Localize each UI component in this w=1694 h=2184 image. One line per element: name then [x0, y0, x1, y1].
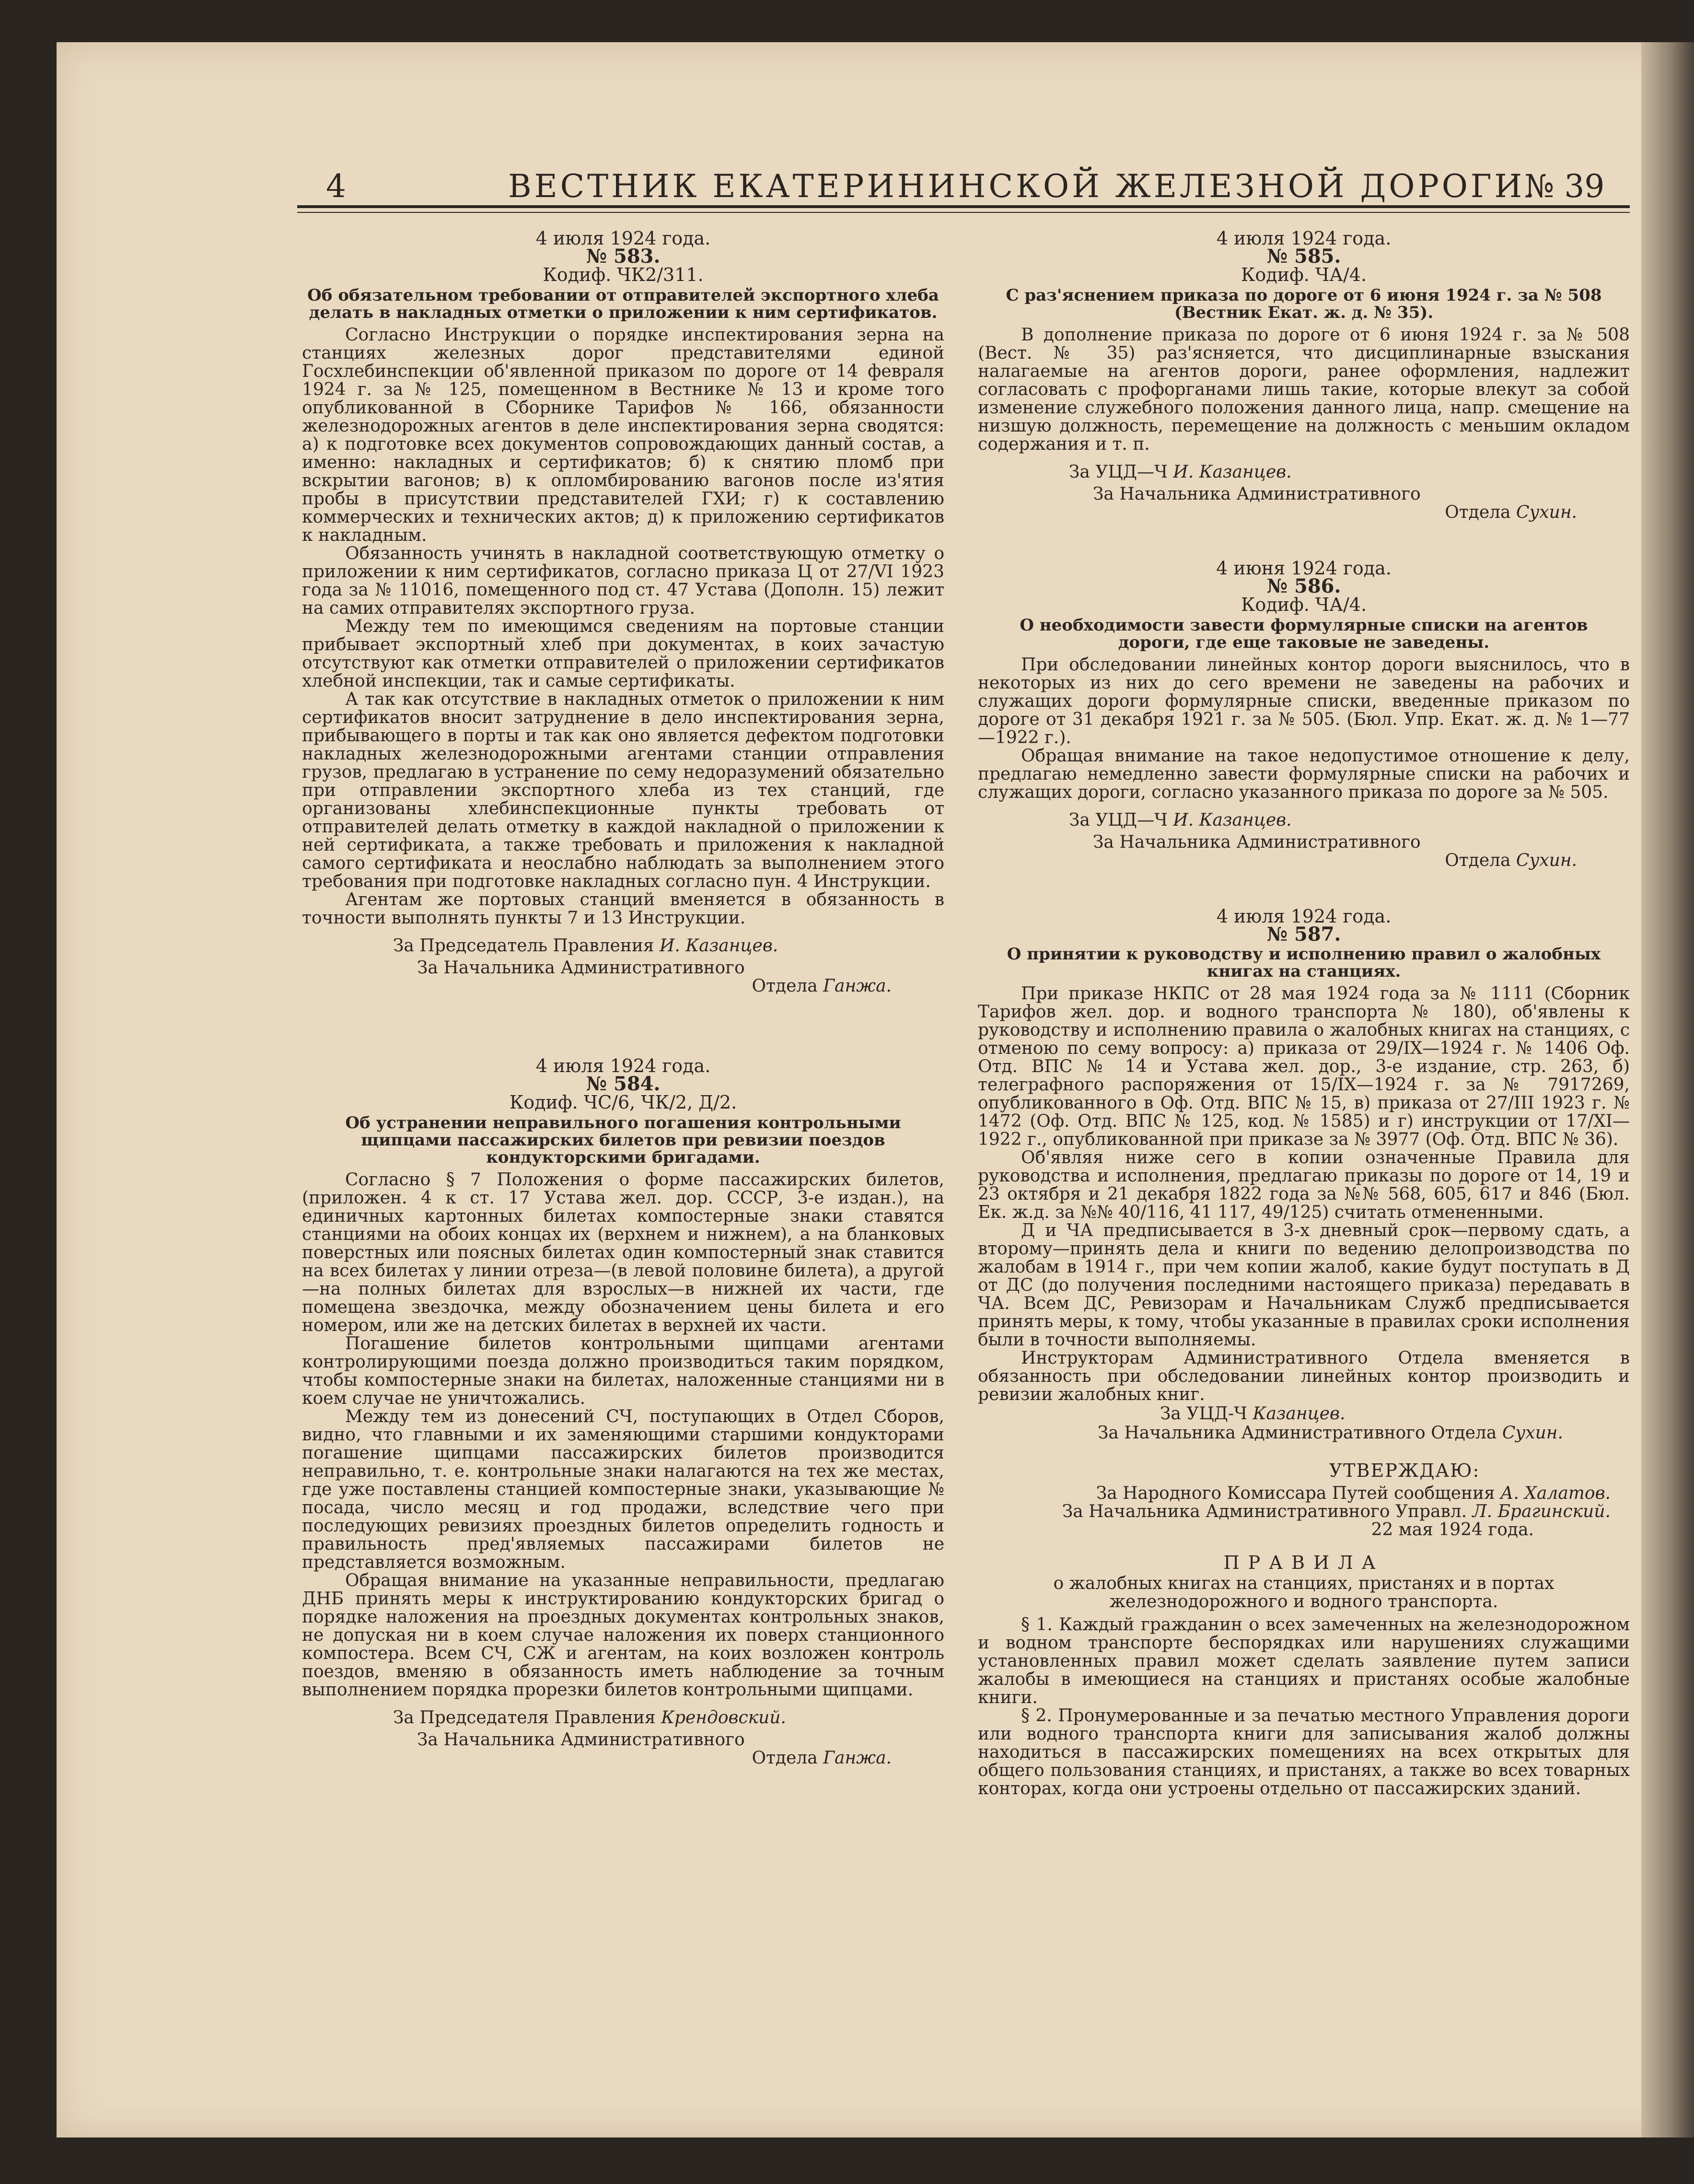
left-column: [302, 225, 944, 1767]
order-583: [302, 229, 944, 995]
order-heading: О необходимости завести формулярные списки на агентов дороги, где еще таковые не заведены.: [1020, 616, 1588, 652]
approval-line: За Начальника Административного Управл. Л. Брагинский.: [1062, 1502, 1611, 1521]
paragraph: В дополнение приказа по дороге от 6 июня 1924 г. за № 508 (Вест. № 35) раз'ясняется, что дисциплинарные взыскания налагаемые на агентов дороги, ранее оформления, надлежит согласовать с профорганами лишь такие, которые влекут за собой изменение служебного положения данного лица, напр. смещение на низшую должность, перемещение на должность с меньшим окладом содержания и т. п.: [978, 325, 1630, 454]
paragraph: При приказе НКПС от 28 мая 1924 года за № 1111 (Сборник Тарифов жел. дор. и водного транспорта № 180), об'явлены к руководству и исполнению правила о жалобных книгах на станциях, с отменою по сему вопросу: а) приказа от 29/IX—1924 г. № 1406 Оф. Отд. ВПС № 14 и Устава жел. дор., 3-е издание, стр. 263, б) телеграфного распоряжения от 15/IX—1924 г. за № 7917269, опубликованного в Оф. Отд. ВПС № 15, в) приказа от 27/III 1923 г. № 1472 (Оф. Отд. ВПС № 125, код. № 1585) и г) инструкции от 17/XI—1922 г., опубликованной при приказе за № 3977 (Оф. Отд. ВПС № 36).: [978, 984, 1630, 1149]
header-rule: [297, 205, 1630, 213]
journal-title: ВЕСТНИК ЕКАТЕРИНИНСКОЙ ЖЕЛЕЗНОЙ ДОРОГИ.: [508, 168, 1538, 205]
signature-line: Отдела Сухин.: [1445, 851, 1577, 870]
order-date: 4 июля 1924 года.: [535, 228, 711, 249]
issue-number: № 39: [1524, 168, 1605, 205]
right-column: [978, 225, 1630, 1798]
paragraph: Обязанность учинять в накладной соответствующую отметку о приложении к ним сертификатов, согласно приказа Ц от 27/VI 1923 года за № 11016, помещенного под ст. 47 Устава (Дополн. 15) лежит на самих отправителях экспортного груза.: [302, 544, 944, 618]
page-number: 4: [326, 168, 346, 205]
paragraph: Агентам же портовых станций вменяется в обязанность в точности выполнять пункты 7 и 13 Инструкции.: [302, 890, 944, 928]
paragraph: Между тем по имеющимся сведениям на портовые станции прибывает экспортный хлеб при документах, в коих зачастую отсутствуют как отметки отправителей о приложении сертификатов хлебной инспекции, так и самые сертификаты.: [302, 617, 944, 691]
signature-line: За Начальника Административного: [1093, 832, 1421, 852]
order-date: 4 июля 1924 года.: [1216, 228, 1392, 249]
page-header: [268, 120, 1627, 206]
order-codif: Кодиф. ЧК2/311.: [543, 264, 704, 285]
order-date: 4 июля 1924 года.: [535, 1055, 711, 1076]
order-heading: Об устранении неправильного погашения контрольными щипцами пассажирских билетов при ревизии поездов кондукторскими бригадами.: [345, 1113, 901, 1167]
signature-line: За Начальника Административного: [1093, 484, 1421, 504]
order-585: [978, 229, 1630, 522]
order-heading: Об обязательном требовании от отправителей экспортного хлеба делать в накладных отметки о приложении к ним сертификатов.: [307, 286, 939, 322]
signature-line: Отдела Сухин.: [1445, 502, 1577, 522]
paragraph: Обращая внимание на указанные неправильности, предлагаю ДНБ принять меры к инструктированию кондукторских бригад о порядке наложения на проездных документах контрольных знаков, не допуская ни в коем случае наложения их поверх станционного компостера. Всем СЧ, СЖ и агентам, на коих возложен контроль поездов, вменяю в обязанность иметь наблюдение за точным выполнением порядка прорезки билетов контрольными щипцами.: [302, 1571, 944, 1700]
order-codif: Кодиф. ЧС/6, ЧК/2, Д/2.: [509, 1092, 737, 1113]
order-number: № 583.: [586, 245, 661, 268]
paragraph: § 1. Каждый гражданин о всех замеченных на железнодорожном и водном транспорте беспорядках или нарушениях служащими установленных правил может сделать заявление путем записи жалобы в имеющиеся на станциях и пристанях особые жалобные книги.: [978, 1615, 1630, 1707]
paragraph: А так как отсутствие в накладных отметок о приложении к ним сертификатов вносит затруднение в дело инспектирования зерна, прибывающего в порты и так как оно является дефектом подготовки накладных железнодорожными агентами станции отправления грузов, предлагаю в устранение по сему недоразумений обязательно при отправлении экспортного хлеба из тех станций, где организованы хлебинспекционные пункты требовать от отправителей делать отметку в каждой накладной о приложении к ней сертификата, а также требовать и приложения к накладной самого сертификата и неослабно наблюдать за выполнением этого требования при подготовке накладных согласно пун. 4 Инструкции.: [302, 689, 944, 891]
paragraph: § 2. Пронумерованные и за печатью местного Управления дороги или водного транспорта книги для записывания жалоб должны находиться в пассажирских помещениях на всех открытых для общего пользования станциях, и пристанях, а также во всех товарных конторах, когда они устроены отдельно от пассажирских зданий.: [978, 1706, 1630, 1799]
order-codif: Кодиф. ЧА/4.: [1241, 264, 1367, 285]
order-number: № 586.: [1266, 575, 1341, 597]
order-codif: Кодиф. ЧА/4.: [1241, 594, 1367, 615]
signature: За Председателя Правления Крендовский.: [393, 1708, 786, 1728]
approval-block: [978, 1461, 1630, 1539]
signature: За УЦД—Ч И. Казанцев.: [1069, 810, 1292, 830]
paragraph: Между тем из донесений СЧ, поступающих в Отдел Сборов, видно, что главными и их заменяющими старшими кондукторами погашение щипцами пассажирских билетов производится неправильно, т. е. контрольные знаки налагаются на тех же местах, где уже поставлены станцией компостерные знаки, указывающие № посада, число месяц и год продажи, вследствие чего при последующих ревизиях проездных билетов определить годность и правильность пред'являемых пассажирами билетов не представляется возможным.: [302, 1407, 944, 1572]
order-number: № 587.: [1266, 923, 1341, 946]
order-date: 4 июля 1924 года.: [1216, 906, 1392, 927]
order-number: № 585.: [1266, 245, 1341, 268]
approval-line: За Народного Комиссара Путей сообщения А. Халатов.: [1096, 1483, 1611, 1503]
paragraph: Погашение билетов контрольными щипцами агентами контролирующими поезда должно производиться таким порядком, чтобы компостерные знаки на билетах, наложенные станциями ни в коем случае не уничтожались.: [302, 1334, 944, 1408]
order-heading: О принятии к руководству и исполнению правил о жалобных книгах на станциях.: [1007, 945, 1601, 981]
signature-line: За Начальника Административного: [417, 958, 745, 978]
order-584: [302, 1057, 944, 1767]
rules-subtitle: о жалобных книгах на станциях, пристанях и в портах железнодорожного и водного транспорта.: [1053, 1574, 1555, 1612]
signature: За УЦД-Ч Казанцев.: [1160, 1404, 1346, 1424]
signature-line: Отдела Ганжа.: [752, 976, 892, 996]
signature-line: За Начальника Административного: [417, 1730, 745, 1750]
rules-section: [978, 1553, 1630, 1798]
rules-title: ПРАВИЛА: [1223, 1552, 1384, 1573]
paragraph: Согласно § 7 Положения о форме пассажирских билетов, (приложен. 4 к ст. 17 Устава жел. дор. СССР, 3-е издан.), на единичных картонных билетах компостерные знаки ставятся станциями на обоих концах их (верхнем и нижнем), а на бланковых поверстных или поясных билетах один компостерный знак ставится на всех билетах у линии отреза—(в левой половине билета), а другой—на полных билетах для взрослых—в нижней их части, где помещена звездочка, между обозначением цены билета и его номером, или же на детских билетах в верхней их части.: [302, 1170, 944, 1335]
signature: За Начальника Административного Отдела Сухин.: [1098, 1423, 1563, 1443]
order-number: № 584.: [586, 1073, 661, 1095]
paragraph: Инструкторам Административного Отдела вменяется в обязанность при обследовании линейных контор производить и ревизии жалобных книг.: [978, 1348, 1630, 1404]
signature: За Председатель Правления И. Казанцев.: [393, 936, 778, 956]
signature-line: Отдела Ганжа.: [752, 1748, 892, 1768]
paragraph: Д и ЧА предписывается в 3-х дневный срок—первому сдать, а второму—принять дела и книги по ведению делопроизводства по жалобам в 1914 г., при чем копии жалоб, какие будут поступать в Д от ДС (до получения последними настоящего приказа) передавать в ЧА. Всем ДС, Ревизорам и Начальникам Служб предписывается принять меры, к тому, чтобы указанные в правилах сроки исполнения были в точности выполняемы.: [978, 1221, 1630, 1350]
approval-title: УТВЕРЖДАЮ:: [1329, 1460, 1480, 1481]
page-edge: [1641, 42, 1694, 2137]
order-date: 4 июня 1924 года.: [1216, 558, 1392, 579]
approval-date: 22 мая 1924 года.: [1371, 1520, 1534, 1540]
paragraph: Обращая внимание на такое недопустимое отношение к делу, предлагаю немедленно завести формулярные списки на рабочих и служащих дороги, согласно указанного приказа по дороге за № 505.: [978, 746, 1630, 802]
paragraph: При обследовании линейных контор дороги выяснилось, что в некоторых из них до сего времени не заведены на рабочих и служащих дороги формулярные списки, введенные приказом по дороге от 31 декабря 1921 г. за № 505. (Бюл. Упр. Екат. ж. д. № 1—77—1922 г.).: [978, 655, 1630, 747]
order-587: [978, 907, 1630, 1442]
signature: За УЦД—Ч И. Казанцев.: [1069, 462, 1292, 482]
order-586: [978, 559, 1630, 870]
order-heading: С раз'яснением приказа по дороге от 6 июня 1924 г. за № 508 (Вестник Екат. ж. д. № 35).: [1006, 286, 1602, 322]
paragraph: Согласно Инструкции о порядке инспектирования зерна на станциях железных дорог представителями единой Госхлебинспекции об'явленной приказом по дороге от 14 февраля 1924 г. за № 125, помещенном в Вестнике № 13 и кроме того опубликованной в Сборнике Тарифов № 166, обязанности железнодорожных агентов в деле инспектирования зерна сводятся: а) к подготовке всех документов сопровождающих данный состав, а именно: накладных и сертификатов; б) к снятию пломб при вскрытии вагонов; в) к опломбированию вагонов после из'ятия пробы в присутствии представителей ГХИ; г) к составлению коммерческих и технических актов; д) к приложению сертификатов к накладным.: [302, 325, 944, 545]
paragraph: Об'являя ниже сего в копии означенные Правила для руководства и исполнения, предлагаю приказы по дороге от 14, 19 и 23 октября и 21 декабря 1822 года за №№ 568, 605, 617 и 846 (Бюл. Ек. ж.д. за №№ 40/116, 41 117, 49/125) считать отмененными.: [978, 1148, 1630, 1222]
